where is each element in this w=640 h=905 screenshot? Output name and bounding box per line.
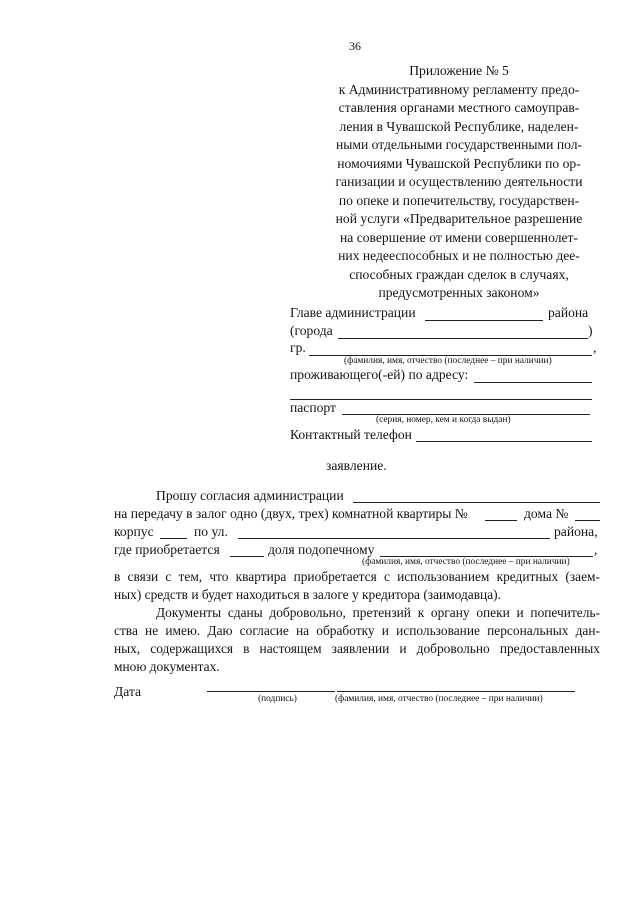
appendix-heading	[318, 62, 600, 303]
ward-comma: ,	[594, 542, 598, 557]
house-number-field[interactable]	[575, 520, 600, 521]
share-field[interactable]	[230, 556, 264, 557]
passport-label: паспорт	[290, 400, 336, 415]
paragraph-line: ства не имею. Даю согласие на обработку и использование персональных дан-	[114, 623, 600, 638]
building-label: корпус	[114, 524, 154, 539]
paragraph-line: ных) средств и будет находиться в залоге у кредитора (заимодавца).	[114, 587, 501, 602]
city-label: (города	[290, 323, 333, 338]
ward-label: доля подопечному	[268, 542, 375, 557]
paragraph-line: Документы сданы добровольно, претензий к органу опеки и попечитель-	[156, 605, 600, 620]
administration-field[interactable]	[353, 502, 600, 503]
appendix-line: ганизации и осуществлению деятельности	[335, 174, 583, 189]
house-label: дома №	[524, 506, 569, 521]
signer-fio-field[interactable]	[337, 691, 575, 692]
signer-fio-caption: (фамилия, имя, отчество (последнее – при наличии)	[335, 694, 543, 704]
head-of-admin-label: Главе администрации	[290, 305, 416, 320]
appendix-line: к Административному регламенту предо-	[338, 81, 580, 97]
appendix-line: Приложение № 5	[409, 63, 509, 78]
appendix-line: на совершение от имени совершеннолет-	[340, 229, 578, 245]
appendix-line: них недееспособных и не полностью дее-	[338, 248, 580, 263]
address-label: проживающего(-ей) по адресу:	[290, 367, 469, 382]
appendix-line: номочиями Чувашской Республики по ор-	[337, 155, 581, 171]
fio-caption: (фамилия, имя, отчество (последнее – при наличии)	[344, 356, 552, 366]
phone-label: Контактный телефон	[290, 427, 412, 442]
signature-field[interactable]	[207, 691, 335, 692]
citizen-comma: ,	[593, 340, 597, 355]
acquired-label: где приобретается	[114, 542, 220, 557]
page-number: 36	[349, 39, 361, 53]
appendix-line: способных граждан сделок в случаях,	[349, 266, 569, 282]
appendix-line: по опеке и попечительству, государствен-	[338, 192, 580, 208]
appendix-line: предусмотренных законом»	[378, 285, 540, 300]
date-label: Дата	[114, 684, 142, 699]
signature-caption: (подпись)	[258, 694, 297, 704]
document-title: заявление.	[326, 458, 387, 473]
district-label: района	[548, 305, 589, 320]
paragraph-line: мною документах.	[114, 659, 220, 674]
phone-field[interactable]	[416, 441, 592, 442]
street-label: по ул.	[194, 524, 228, 539]
paragraph-line: в связи с тем, что квартира приобретается с использованием кредитных (заем-	[114, 569, 600, 584]
building-field[interactable]	[160, 538, 187, 539]
paragraph-line: ных, содержащихся в настоящем заявлении и добровольно предоставленных	[114, 641, 600, 656]
appendix-line: ными отдельными государственными пол-	[335, 137, 583, 152]
district-suffix: района,	[554, 524, 598, 539]
request-text: Прошу согласия администрации	[156, 488, 344, 503]
appendix-line: ной услуги «Предварительное разрешение	[335, 211, 583, 226]
street-field[interactable]	[238, 538, 550, 539]
city-close-paren: )	[588, 323, 593, 338]
apartment-number-field[interactable]	[485, 520, 517, 521]
address-field[interactable]	[474, 382, 592, 383]
appendix-line: ления в Чувашской Республике, наделен-	[339, 118, 579, 134]
citizen-label: гр.	[290, 340, 306, 355]
passport-caption: (серия, номер, кем и когда выдан)	[376, 415, 511, 425]
district-field[interactable]	[425, 320, 543, 321]
pledge-text: на передачу в залог одно (двух, трех) комнатной квартиры №	[114, 506, 468, 521]
ward-fio-caption: (фамилия, имя, отчество (последнее – при наличии)	[362, 557, 570, 567]
city-field[interactable]	[338, 338, 588, 339]
appendix-line: ставления органами местного самоуправ-	[338, 100, 580, 115]
